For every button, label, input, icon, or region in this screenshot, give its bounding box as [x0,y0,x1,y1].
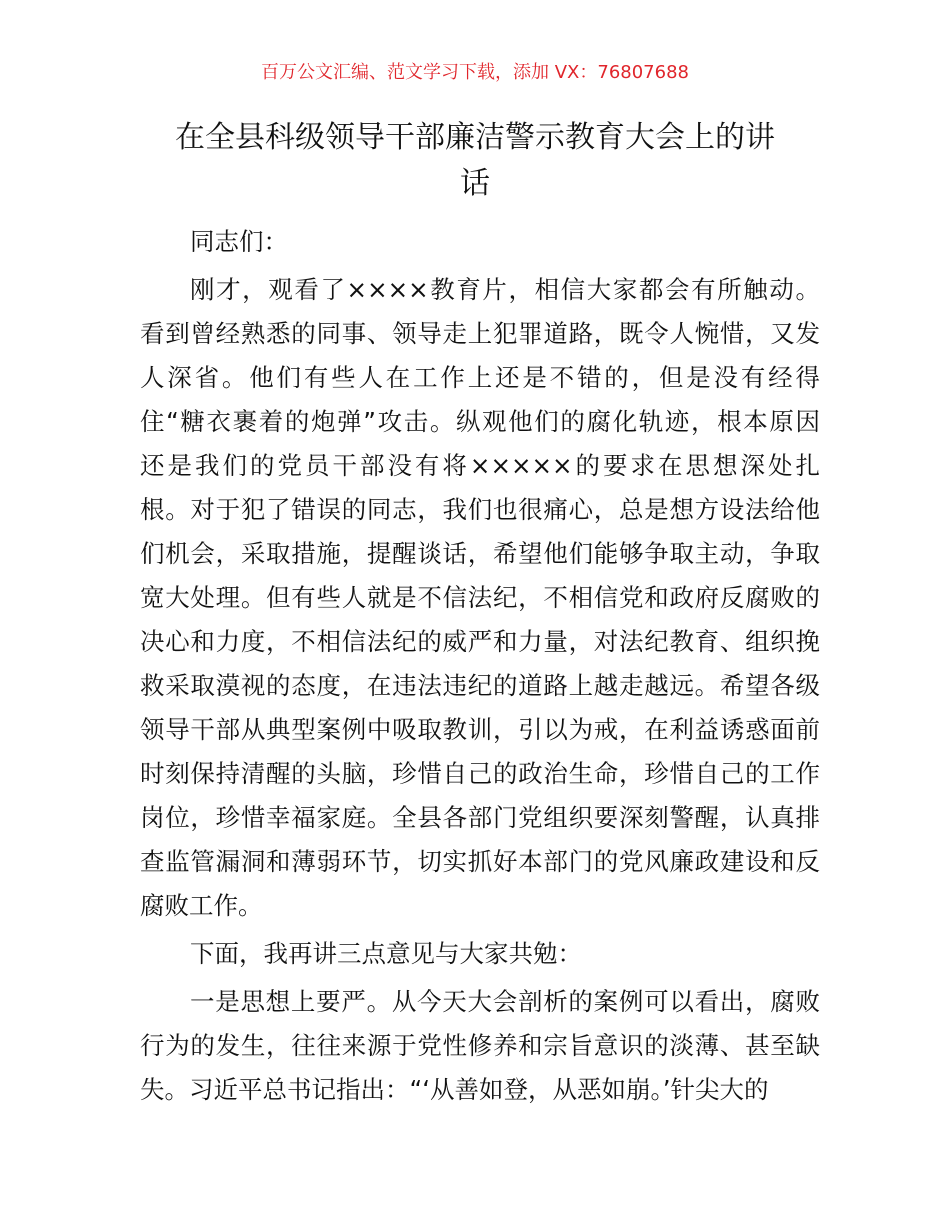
watermark-header: 百万公文汇编、范文学习下载，添加 VX：76807688 [261,62,689,83]
text-line: 一是思想上要严。从今天大会剖析的案例可以看出，腐败 [190,987,820,1016]
text-line: 看到曾经熟悉的同事、领导走上犯罪道路，既令人惋惜，又发 [140,319,820,348]
text-line: 腐败工作。 [140,891,263,920]
text-line: 还是我们的党员干部没有将×××××的要求在思想深处扎 [140,451,820,480]
paragraph [140,932,820,976]
text-line: 宽大处理。但有些人就是不信法纪，不相信党和政府反腐败的 [140,583,820,612]
text-line: 领导干部从典型案例中吸取教训，引以为戒，在利益诱惑面前 [140,715,820,744]
text-line: 们机会，采取措施，提醒谈话，希望他们能够争取主动，争取 [140,539,820,568]
document-body [140,220,820,1116]
text-line: 人深省。他们有些人在工作上还是不错的，但是没有经得 [140,363,820,392]
text-line: 失。习近平总书记指出：“‘从善如登，从恶如崩。’针尖大的 [140,1075,769,1104]
text-line: 住“糖衣裹着的炮弹”攻击。纵观他们的腐化轨迹，根本原因 [140,407,820,436]
title-line: 话 [460,166,490,201]
text-line: 行为的发生，往往来源于党性修养和宗旨意识的淡薄、甚至缺 [140,1031,820,1060]
text-line: 刚才，观看了××××教育片，相信大家都会有所触动。 [190,275,820,304]
text-line: 决心和力度，不相信法纪的威严和力量，对法纪教育、组织挽 [140,627,820,656]
paragraph [140,980,820,1112]
text-line: 时刻保持清醒的头脑，珍惜自己的政治生命，珍惜自己的工作 [140,759,820,788]
document-title [130,115,820,207]
text-line: 同志们： [190,227,288,256]
text-line: 根。对于犯了错误的同志，我们也很痛心，总是想方设法给他 [140,495,820,524]
paragraph [140,220,820,264]
text-line: 救采取漠视的态度，在违法违纪的道路上越走越远。希望各级 [140,671,820,700]
text-line: 岗位，珍惜幸福家庭。全县各部门党组织要深刻警醒，认真排 [140,803,820,832]
text-line: 下面，我再讲三点意见与大家共勉： [190,939,582,968]
paragraph [140,268,820,928]
title-line: 在全县科级领导干部廉洁警示教育大会上的讲 [175,120,775,155]
text-line: 查监管漏洞和薄弱环节，切实抓好本部门的党风廉政建设和反 [140,847,820,876]
